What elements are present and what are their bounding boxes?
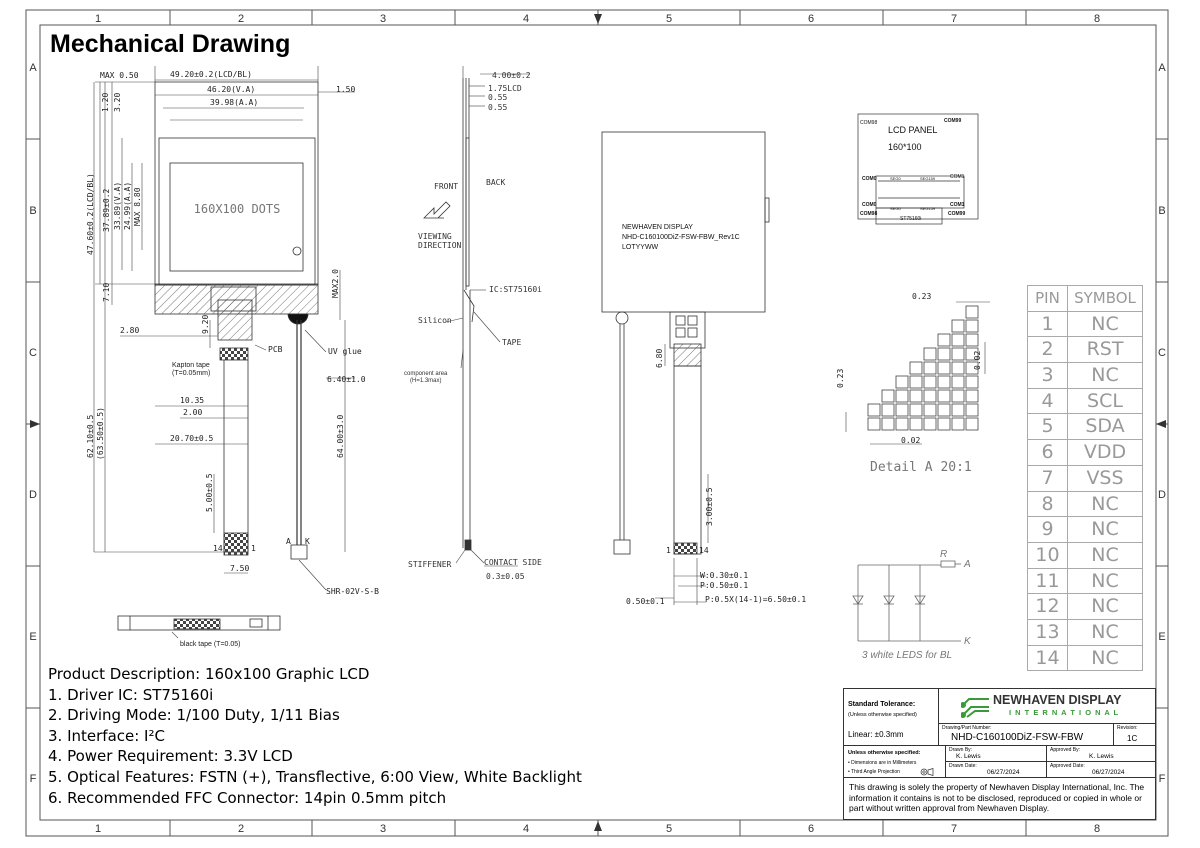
pin-label: 14	[213, 544, 223, 553]
spec-line: 5. Optical Features: FSTN (+), Transflective, 6:00 View, White Backlight	[48, 768, 582, 786]
pin-symbol: NC	[1068, 569, 1143, 595]
logo-subtext: I N T E R N A T I O N A L	[1009, 708, 1120, 717]
detail-pixel	[896, 404, 908, 416]
detail-pixel	[938, 348, 950, 360]
dim-text: 0.23	[912, 292, 932, 301]
col-label: 3	[379, 13, 387, 25]
detail-pixel	[910, 376, 922, 388]
logo-text: NEWHAVEN DISPLAY	[993, 693, 1122, 707]
fpc-contacts	[224, 533, 248, 555]
dim-text: P:0.5X(14-1)=6.50±0.1	[705, 595, 807, 604]
detail-pixel	[924, 362, 936, 374]
black-tape-label: black tape (T=0.05)	[180, 641, 241, 648]
pin-table-row	[1028, 594, 1143, 620]
detail-dims	[846, 302, 990, 444]
stiffener-label: STIFFENER	[408, 560, 452, 569]
dim-text: 5.00±0.5	[205, 473, 214, 512]
pin-table-row	[1028, 466, 1143, 492]
dim-text: W:0.30±0.1	[700, 571, 749, 580]
pin-symbol: SCL	[1068, 389, 1143, 415]
com-label: COM98	[860, 120, 878, 126]
dim-text: 24.99(A.A)	[123, 181, 132, 230]
pin-symbol: NC	[1068, 620, 1143, 646]
pin-table-row	[1028, 569, 1143, 595]
dim-text: P:0.50±0.1	[700, 581, 749, 590]
detail-pixel	[952, 348, 964, 360]
spec-line: 4. Power Requirement: 3.3V LCD	[48, 747, 293, 765]
fpc-tail	[224, 360, 248, 552]
unless-label: (Unless otherwise specified)	[848, 712, 917, 718]
row-label: A	[29, 62, 37, 74]
pin-label: A	[286, 537, 291, 546]
pin-table-row	[1028, 543, 1143, 569]
pin-symbol: RST	[1068, 337, 1143, 363]
detail-pixel	[896, 390, 908, 402]
detail-dim-texts	[836, 292, 982, 445]
detail-pixel	[966, 306, 978, 318]
dim-text: 3.00±0.5	[705, 487, 714, 526]
dim-text: (63.50±0.5)	[96, 407, 105, 460]
dim-text: 62.10±0.5	[86, 414, 95, 458]
pin-table-row	[1028, 492, 1143, 518]
col-label: 3	[379, 823, 387, 835]
logo-circuit-icon	[961, 693, 991, 719]
pin-number: 11	[1028, 569, 1068, 595]
std-tolerance-label: Standard Tolerance:	[848, 701, 916, 708]
spec-line: 3. Interface: I²C	[48, 727, 165, 745]
dim-text: 49.20±0.2(LCD/BL)	[170, 70, 252, 79]
direction-label: DIRECTION	[418, 241, 462, 250]
col-label: 6	[807, 13, 815, 25]
row-label: D	[29, 489, 37, 501]
row-label: F	[1158, 773, 1166, 785]
lcd-outline	[155, 82, 318, 285]
silicon-label: Silicon	[418, 316, 452, 325]
symbol-column-header: SYMBOL	[1068, 286, 1143, 312]
front-view	[94, 66, 355, 573]
detail-a-pixel-grid	[868, 306, 978, 430]
approved-by-cell	[1047, 746, 1155, 762]
part-number-cell	[939, 723, 1114, 746]
property-notice: This drawing is solely the property of Newhaven Display International, Inc. The information it contains is not to be disclosed, reproduced or copied in whole or part without written approval from Newhaven Display.	[849, 782, 1145, 813]
pin-symbol: VDD	[1068, 440, 1143, 466]
uv-glue-label: UV glue	[328, 347, 362, 356]
pin-symbol: NC	[1068, 492, 1143, 518]
com-label: COM99	[944, 118, 962, 124]
pin-symbol: SDA	[1068, 414, 1143, 440]
detail-pixel	[966, 334, 978, 346]
detail-pixel	[966, 376, 978, 388]
row-label: C	[1158, 347, 1166, 359]
logo	[939, 689, 1155, 722]
dim-text: MAX2.0	[331, 269, 340, 298]
col-label: 6	[807, 823, 815, 835]
detail-pixel	[938, 334, 950, 346]
drawn-by-label: Drawn By:	[949, 747, 973, 753]
detail-pixel	[966, 418, 978, 430]
part-number: NHD-C160100DiZ-FSW-FBW	[951, 732, 1084, 743]
dim-text: 1.50	[336, 85, 356, 94]
detail-pixel	[910, 362, 922, 374]
dim-text: MAX 8.80	[133, 187, 142, 226]
pin-number: 9	[1028, 517, 1068, 543]
side-flex	[464, 290, 474, 322]
active-area	[170, 163, 303, 271]
tape-label: TAPE	[502, 338, 522, 347]
dim-text: 0.02	[901, 436, 921, 445]
detail-pixel	[882, 418, 894, 430]
col-label: 2	[237, 13, 245, 25]
seg-label: SEG0	[890, 206, 901, 211]
detail-pixel	[924, 390, 936, 402]
drawn-by: K. Lewis	[956, 753, 981, 760]
detail-pixel	[938, 376, 950, 388]
pin-number: 5	[1028, 414, 1068, 440]
detail-pixel	[952, 320, 964, 332]
pin-label: 1	[251, 544, 256, 553]
dim-text: 39.98(A.A)	[210, 98, 259, 107]
resistor-label: R	[940, 549, 948, 560]
detail-pixel	[896, 418, 908, 430]
detail-pixel	[952, 404, 964, 416]
dim-text: 9.20	[201, 314, 210, 334]
projection-symbol-icon	[920, 768, 934, 776]
detail-pixel	[966, 390, 978, 402]
row-label: E	[29, 631, 37, 643]
pin-number: 10	[1028, 543, 1068, 569]
back-view-labels	[622, 224, 740, 251]
pin-table-row	[1028, 620, 1143, 646]
dim-text: 1.75LCD	[488, 84, 522, 93]
dim-text: 37.89±0.2	[102, 188, 111, 232]
pin-number: 7	[1028, 466, 1068, 492]
detail-pixel	[952, 376, 964, 388]
detail-pixel	[868, 418, 880, 430]
col-label: 4	[522, 13, 530, 25]
back-label-line: LOTYYWW	[622, 244, 659, 251]
row-label: C	[29, 347, 37, 359]
detail-label: Detail A 20:1	[870, 460, 972, 475]
col-label: 2	[237, 823, 245, 835]
pin-table	[1027, 285, 1143, 671]
pin-table-header	[1028, 286, 1143, 312]
dim-text: 2.80	[120, 326, 140, 335]
approved-by-label: Approved By:	[1050, 747, 1081, 753]
com-label: COM0	[862, 176, 877, 182]
row-label: F	[29, 773, 37, 785]
ic-label: IC:ST75160i	[489, 285, 542, 294]
connector-label: SHR-02V-S-B	[326, 587, 379, 596]
led-schematic	[853, 561, 961, 641]
pin-label: 14	[699, 546, 709, 555]
dim-text: 64.00±3.0	[336, 414, 345, 458]
dim-text: 10.35	[180, 396, 205, 405]
detail-pixel	[882, 404, 894, 416]
back-outline	[602, 132, 765, 312]
spec-line: 1. Driver IC: ST75160i	[48, 686, 214, 704]
drawn-by-cell	[946, 746, 1047, 762]
detail-pixel	[924, 418, 936, 430]
uv-glue	[288, 314, 308, 324]
dim-text: 0.02	[973, 350, 982, 370]
seg-label: SEG159	[920, 176, 936, 181]
approved-date: 06/27/2024	[1092, 769, 1125, 776]
pin-table-row	[1028, 312, 1143, 338]
dim-text: 7.50	[230, 564, 250, 573]
kapton-thickness-label: (T=0.05mm)	[172, 370, 211, 377]
spec-line: Product Description: 160x100 Graphic LCD	[48, 665, 370, 683]
back-label: BACK	[486, 178, 506, 187]
pin-column-header: PIN	[1028, 286, 1068, 312]
revision-cell	[1114, 723, 1155, 746]
row-label: A	[1158, 62, 1166, 74]
detail-pixel	[966, 320, 978, 332]
panel-title: LCD PANEL	[888, 125, 938, 135]
pin-number: 12	[1028, 594, 1068, 620]
pin-number: 14	[1028, 646, 1068, 672]
col-label: 5	[665, 13, 673, 25]
col-label: 8	[1093, 13, 1101, 25]
pin-table-row	[1028, 363, 1143, 389]
projection-note: • Third Angle Projection	[848, 769, 900, 775]
dim-text: 0.23	[836, 368, 845, 388]
dim-text: 33.89(V.A)	[113, 181, 122, 230]
pin-table-row	[1028, 517, 1143, 543]
detail-pixel	[938, 390, 950, 402]
dim-text: 4.00±0.2	[492, 71, 531, 80]
viewing-direction-arrow	[424, 202, 450, 218]
pin-symbol: VSS	[1068, 466, 1143, 492]
dim-text: 1.20	[101, 92, 110, 112]
pin-table-row	[1028, 414, 1143, 440]
dim-text: 0.55	[488, 93, 508, 102]
pin-number: 6	[1028, 440, 1068, 466]
pin-number: 4	[1028, 389, 1068, 415]
detail-pixel	[868, 404, 880, 416]
front-label: FRONT	[434, 182, 459, 191]
drawn-date-cell	[946, 762, 1047, 778]
col-label: 7	[950, 823, 958, 835]
com-label: COM1	[950, 174, 965, 180]
seg-label: SEG0	[890, 176, 901, 181]
col-label: 1	[94, 823, 102, 835]
dim-text: 47.60±0.2(LCD/BL)	[86, 173, 95, 255]
detail-pixel	[882, 390, 894, 402]
component-area-label: component area	[404, 371, 448, 377]
dim-text: 7.10	[102, 282, 111, 302]
revision-label: Revision:	[1117, 725, 1138, 731]
component-height-label: (H=1.3max)	[410, 378, 442, 384]
spec-line: 6. Recommended FFC Connector: 14pin 0.5mm pitch	[48, 789, 447, 807]
fpc-side-view	[118, 616, 280, 630]
detail-pixel	[938, 362, 950, 374]
col-label: 8	[1093, 823, 1101, 835]
notes-cell	[844, 746, 946, 778]
contact-side-label: CONTACT SIDE	[484, 558, 542, 567]
approved-date-label: Approved Date:	[1050, 763, 1085, 769]
dim-text: MAX 0.50	[100, 71, 139, 80]
pin-number: 2	[1028, 337, 1068, 363]
pin-number: 1	[1028, 312, 1068, 338]
row-label: B	[1158, 205, 1166, 217]
detail-pixel	[952, 390, 964, 402]
pin-label: K	[305, 537, 310, 546]
detail-pixel	[896, 376, 908, 388]
anode-label: A	[964, 559, 971, 570]
back-view-dims	[626, 349, 806, 606]
pin-symbol: NC	[1068, 363, 1143, 389]
led-caption: 3 white LEDS for BL	[862, 650, 953, 661]
pin-label: 1	[666, 546, 671, 555]
detail-pixel	[952, 418, 964, 430]
pin-number: 8	[1028, 492, 1068, 518]
detail-pixel	[910, 404, 922, 416]
com-label: COM98	[860, 211, 878, 217]
detail-pixel	[966, 404, 978, 416]
detail-pixel	[938, 418, 950, 430]
spec-line: 2. Driving Mode: 1/100 Duty, 1/11 Bias	[48, 706, 340, 724]
panel-resolution: 160*100	[888, 142, 922, 152]
kapton-label: Kapton tape	[172, 362, 210, 369]
fpc-neck	[218, 300, 252, 340]
linear-tolerance: Linear: ±0.3mm	[848, 730, 904, 739]
viewing-label: VIEWING	[418, 232, 452, 241]
pin-symbol: NC	[1068, 517, 1143, 543]
detail-pixel	[924, 348, 936, 360]
pin-table-row	[1028, 646, 1143, 672]
dim-text: 3.20	[113, 92, 122, 112]
detail-pixel	[910, 390, 922, 402]
kapton-tape	[220, 348, 248, 360]
pin-table-row	[1028, 389, 1143, 415]
seg-label: SEG159	[920, 206, 936, 211]
pin-symbol: NC	[1068, 594, 1143, 620]
col-label: 1	[94, 13, 102, 25]
dim-text: 6.80	[655, 348, 664, 368]
detail-pixel	[910, 418, 922, 430]
col-label: 4	[522, 823, 530, 835]
pin-symbol: NC	[1068, 543, 1143, 569]
detail-pixel	[924, 404, 936, 416]
dim-text: 20.70±0.5	[170, 434, 214, 443]
ic-label: ST75160i	[900, 216, 922, 222]
approved-date-cell	[1047, 762, 1155, 778]
pin-symbol: NC	[1068, 646, 1143, 672]
display-resolution-label: 160X100 DOTS	[193, 202, 281, 216]
dim-text: 0.55	[488, 103, 508, 112]
com-label: COM99	[948, 211, 966, 217]
col-label: 7	[950, 13, 958, 25]
pin-number: 3	[1028, 363, 1068, 389]
pixel-marker	[293, 247, 301, 255]
back-view	[602, 132, 769, 605]
part-number-label: Drawing/Part Number:	[942, 725, 992, 731]
pin-number: 13	[1028, 620, 1068, 646]
com-label: COM1	[950, 202, 965, 208]
pcb-label: PCB	[268, 345, 283, 354]
dimensions-note: • Dimensions are in Millimeters	[848, 760, 917, 766]
dim-text: 6.40±1.0	[327, 375, 366, 384]
page-title: Mechanical Drawing	[50, 30, 291, 58]
dim-text: 46.20(V.A)	[207, 85, 256, 94]
thickness-label: 0.3±0.05	[486, 572, 525, 581]
com-label: COM0	[862, 202, 877, 208]
detail-pixel	[952, 362, 964, 374]
revision: 1C	[1127, 734, 1138, 743]
detail-pixel	[952, 334, 964, 346]
drawn-date-label: Drawn Date:	[949, 763, 977, 769]
cathode-label: K	[964, 636, 971, 647]
row-label: E	[1158, 631, 1166, 643]
pin-symbol: NC	[1068, 312, 1143, 338]
back-label-line: NHD-C160100DiZ-FSW-FBW_Rev1C	[622, 234, 740, 241]
drawn-date: 06/27/2024	[987, 769, 1020, 776]
title-block	[843, 688, 1156, 820]
shr-connector	[291, 545, 307, 559]
pin-table-row	[1028, 440, 1143, 466]
lcd-panel-labels	[860, 118, 965, 222]
dim-text: 0.50±0.1	[626, 597, 665, 606]
unless-specified-label: Unless otherwise specified:	[848, 750, 921, 756]
side-view-labels	[404, 71, 542, 581]
detail-pixel	[924, 376, 936, 388]
back-label-line: NEWHAVEN DISPLAY	[622, 224, 693, 231]
detail-pixel	[938, 404, 950, 416]
tolerance-cell	[844, 689, 939, 746]
row-label: D	[1158, 489, 1166, 501]
row-label: B	[29, 205, 37, 217]
approved-by: K. Lewis	[1089, 753, 1114, 760]
col-label: 5	[665, 823, 673, 835]
pin-table-row	[1028, 337, 1143, 363]
dim-text: 2.00	[183, 408, 203, 417]
